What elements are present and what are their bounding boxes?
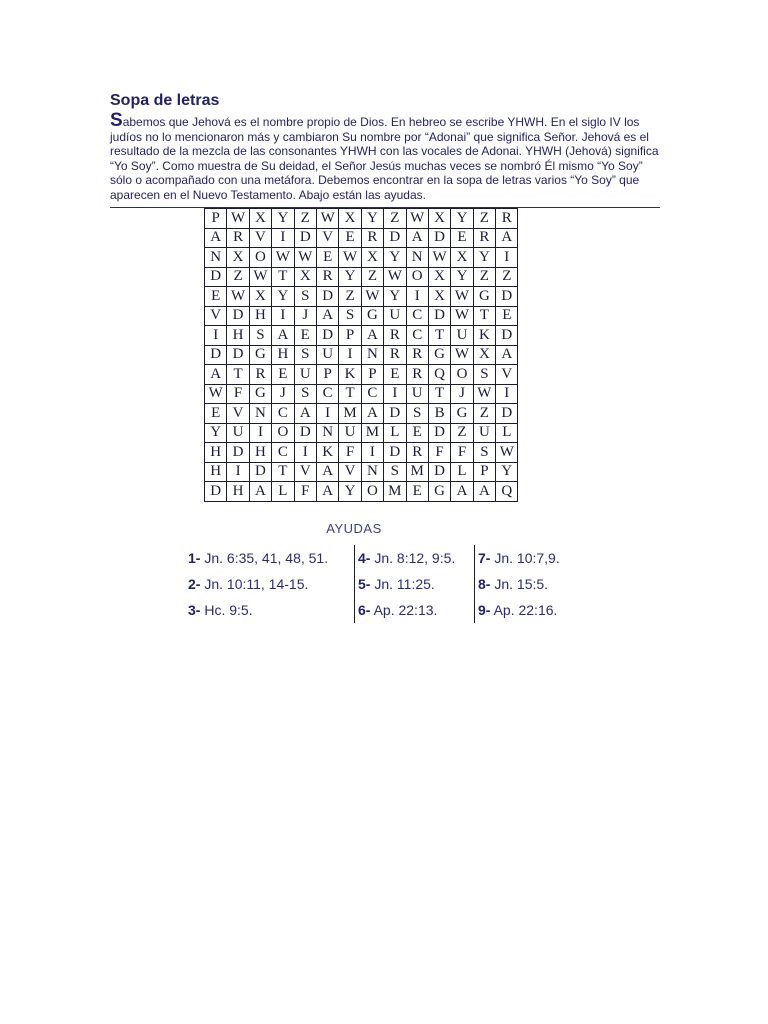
grid-cell: A (473, 482, 495, 502)
grid-cell: D (316, 326, 338, 346)
grid-cell: N (406, 248, 428, 268)
grid-cell: O (272, 423, 294, 443)
clue-number: 9- (478, 602, 491, 618)
clue-row (185, 545, 582, 571)
grid-cell: T (473, 306, 495, 326)
grid-cell: W (406, 209, 428, 229)
grid-cell: R (361, 228, 383, 248)
grid-cell: Y (384, 287, 406, 307)
grid-cell: V (339, 462, 361, 482)
grid-cell: G (428, 482, 450, 502)
grid-cell: J (272, 384, 294, 404)
grid-cell: Z (339, 287, 361, 307)
grid-cell: W (272, 248, 294, 268)
clue-cell (475, 571, 583, 597)
grid-cell: A (249, 482, 271, 502)
grid-cell: U (406, 384, 428, 404)
grid-cell: N (316, 423, 338, 443)
grid-cell: A (205, 228, 227, 248)
grid-cell: T (272, 462, 294, 482)
grid-cell: B (428, 404, 450, 424)
grid-cell: C (406, 326, 428, 346)
grid-cell: T (428, 326, 450, 346)
grid-cell: P (316, 365, 338, 385)
clue-row (185, 597, 582, 623)
grid-cell: S (473, 365, 495, 385)
grid-cell: Y (451, 267, 473, 287)
grid-cell: Y (272, 287, 294, 307)
grid-cell: A (361, 326, 383, 346)
grid-cell: H (249, 306, 271, 326)
grid-cell: I (272, 306, 294, 326)
grid-cell: C (272, 443, 294, 463)
clue-reference: Jn. 10:7,9. (494, 550, 560, 566)
grid-cell: S (294, 384, 316, 404)
grid-cell: X (428, 267, 450, 287)
clue-cell (355, 597, 475, 623)
clue-number: 6- (358, 602, 371, 618)
clue-cell (355, 545, 475, 571)
grid-cell: W (205, 384, 227, 404)
grid-cell: E (406, 423, 428, 443)
grid-cell: Z (294, 209, 316, 229)
grid-cell: D (428, 228, 450, 248)
clue-reference: Jn. 11:25. (374, 576, 435, 592)
grid-cell: R (249, 365, 271, 385)
grid-cell: Y (451, 209, 473, 229)
grid-cell: Z (473, 209, 495, 229)
grid-cell: L (496, 423, 518, 443)
grid-cell: W (316, 209, 338, 229)
clue-cell (185, 571, 355, 597)
grid-cell: D (227, 345, 249, 365)
clue-reference: Jn. 10:11, 14-15. (204, 576, 309, 592)
grid-cell: I (272, 228, 294, 248)
grid-cell: I (384, 384, 406, 404)
grid-cell: D (496, 287, 518, 307)
grid-cell: X (451, 248, 473, 268)
grid-cell: R (384, 326, 406, 346)
intro-text: abemos que Jehová es el nombre propio de Dios. En hebreo se escribe YHWH. En el siglo IV los judíos no lo mencionaron más y cambiaron Su nombre por “Adonai” que significa Señor. Jehová es el resultado de la mezcla de las consonantes YHWH con las vocales de Adonai. YHWH (Jehová) significa “Yo Soy”. Como muestra de Su deidad, el Señor Jesús muchas veces se nombró Él mismo “Yo Soy” sólo o acompañado con una metáfora. Debemos encontrar en la sopa de letras varios “Yo Soy” que aparecen en el Nuevo Testamento. Abajo están las ayudas. (110, 115, 659, 202)
grid-cell: S (294, 345, 316, 365)
grid-cell: W (496, 443, 518, 463)
clue-cell (475, 545, 583, 571)
grid-cell: G (249, 384, 271, 404)
grid-cell: Z (473, 267, 495, 287)
grid-cell: U (316, 345, 338, 365)
grid-cell: X (294, 267, 316, 287)
grid-cell: W (428, 248, 450, 268)
grid-cell: P (205, 209, 227, 229)
grid-row (205, 462, 518, 482)
grid-cell: V (316, 228, 338, 248)
grid-cell: E (451, 228, 473, 248)
grid-cell: W (294, 248, 316, 268)
grid-cell: W (451, 287, 473, 307)
grid-cell: Z (473, 404, 495, 424)
grid-cell: E (339, 228, 361, 248)
grid-cell: R (227, 228, 249, 248)
grid-cell: D (227, 306, 249, 326)
grid-cell: A (496, 345, 518, 365)
grid-cell: Y (361, 209, 383, 229)
grid-cell: F (428, 443, 450, 463)
grid-cell: A (496, 228, 518, 248)
grid-cell: G (428, 345, 450, 365)
grid-cell: D (316, 287, 338, 307)
grid-cell: E (406, 482, 428, 502)
grid-cell: D (227, 443, 249, 463)
grid-row (205, 248, 518, 268)
clue-cell (185, 545, 355, 571)
grid-row (205, 267, 518, 287)
grid-cell: E (205, 404, 227, 424)
grid-cell: Q (496, 482, 518, 502)
grid-cell: U (339, 423, 361, 443)
grid-cell: U (227, 423, 249, 443)
grid-cell: A (361, 404, 383, 424)
grid-cell: D (428, 306, 450, 326)
grid-cell: W (473, 384, 495, 404)
grid-cell: K (473, 326, 495, 346)
grid-cell: D (249, 462, 271, 482)
grid-cell: F (339, 443, 361, 463)
grid-row (205, 404, 518, 424)
grid-row (205, 423, 518, 443)
grid-cell: I (249, 423, 271, 443)
grid-cell: R (496, 209, 518, 229)
grid-cell: E (316, 248, 338, 268)
grid-cell: H (227, 482, 249, 502)
grid-cell: I (339, 345, 361, 365)
grid-row (205, 209, 518, 229)
grid-cell: E (496, 306, 518, 326)
grid-cell: G (249, 345, 271, 365)
grid-cell: U (473, 423, 495, 443)
grid-cell: C (272, 404, 294, 424)
grid-cell: V (227, 404, 249, 424)
grid-cell: T (428, 384, 450, 404)
grid-cell: I (496, 248, 518, 268)
grid-cell: A (316, 462, 338, 482)
grid-cell: I (205, 326, 227, 346)
grid-cell: I (361, 443, 383, 463)
clue-number: 8- (478, 576, 491, 592)
grid-cell: A (316, 306, 338, 326)
grid-cell: W (227, 287, 249, 307)
grid-cell: M (361, 423, 383, 443)
grid-cell: Y (496, 462, 518, 482)
grid-cell: K (316, 443, 338, 463)
grid-cell: S (339, 306, 361, 326)
grid-cell: E (384, 365, 406, 385)
ayudas-heading: AYUDAS (326, 521, 382, 536)
grid-cell: X (249, 287, 271, 307)
clue-number: 2- (188, 576, 201, 592)
grid-cell: R (406, 345, 428, 365)
grid-cell: X (428, 287, 450, 307)
clues-table (185, 545, 582, 623)
grid-cell: N (361, 345, 383, 365)
grid-cell: Y (272, 209, 294, 229)
grid-cell: Y (205, 423, 227, 443)
grid-row (205, 443, 518, 463)
grid-cell: A (272, 326, 294, 346)
clue-number: 3- (188, 602, 201, 618)
clue-row (185, 571, 582, 597)
grid-cell: H (205, 462, 227, 482)
grid-cell: I (316, 404, 338, 424)
grid-cell: J (294, 306, 316, 326)
grid-cell: I (294, 443, 316, 463)
grid-cell: D (384, 404, 406, 424)
grid-cell: O (361, 482, 383, 502)
grid-cell: X (361, 248, 383, 268)
grid-cell: Z (384, 209, 406, 229)
grid-cell: R (406, 365, 428, 385)
grid-cell: V (205, 306, 227, 326)
grid-cell: G (361, 306, 383, 326)
grid-cell: R (316, 267, 338, 287)
grid-cell: W (451, 345, 473, 365)
grid-cell: H (205, 443, 227, 463)
grid-cell: I (406, 287, 428, 307)
grid-cell: T (272, 267, 294, 287)
grid-cell: L (384, 423, 406, 443)
grid-row (205, 228, 518, 248)
grid-cell: Y (339, 482, 361, 502)
grid-cell: R (384, 345, 406, 365)
grid-cell: P (361, 365, 383, 385)
grid-cell: Y (339, 267, 361, 287)
grid-cell: X (249, 209, 271, 229)
grid-cell: O (249, 248, 271, 268)
grid-cell: R (473, 228, 495, 248)
clue-reference: Jn. 15:5. (494, 576, 549, 592)
grid-cell: H (249, 443, 271, 463)
grid-cell: M (384, 482, 406, 502)
grid-cell: T (339, 384, 361, 404)
grid-cell: D (294, 228, 316, 248)
grid-cell: W (451, 306, 473, 326)
clue-cell (185, 597, 355, 623)
grid-cell: U (451, 326, 473, 346)
grid-cell: D (496, 326, 518, 346)
grid-cell: C (406, 306, 428, 326)
grid-cell: K (339, 365, 361, 385)
grid-cell: X (428, 209, 450, 229)
clue-reference: Hc. 9:5. (204, 602, 253, 618)
grid-cell: A (406, 228, 428, 248)
grid-cell: S (406, 404, 428, 424)
grid-cell: D (428, 423, 450, 443)
grid-cell: D (428, 462, 450, 482)
grid-cell: Z (496, 267, 518, 287)
grid-row (205, 384, 518, 404)
grid-cell: I (496, 384, 518, 404)
grid-cell: A (316, 482, 338, 502)
grid-cell: Y (384, 248, 406, 268)
grid-cell: O (406, 267, 428, 287)
clue-reference: Jn. 8:12, 9:5. (374, 550, 456, 566)
grid-cell: S (473, 443, 495, 463)
clue-number: 5- (358, 576, 371, 592)
grid-cell: X (473, 345, 495, 365)
grid-row (205, 306, 518, 326)
grid-row (205, 287, 518, 307)
grid-cell: T (227, 365, 249, 385)
intro-dropcap: S (110, 110, 123, 131)
grid-cell: W (227, 209, 249, 229)
grid-cell: A (451, 482, 473, 502)
grid-cell: D (205, 267, 227, 287)
grid-cell: E (294, 326, 316, 346)
grid-cell: X (227, 248, 249, 268)
grid-cell: X (339, 209, 361, 229)
grid-cell: D (384, 228, 406, 248)
clue-number: 7- (478, 550, 491, 566)
grid-row (205, 365, 518, 385)
grid-cell: N (205, 248, 227, 268)
grid-cell: Z (451, 423, 473, 443)
grid-cell: I (227, 462, 249, 482)
word-search-grid (204, 208, 518, 502)
grid-cell: P (473, 462, 495, 482)
grid-cell: M (339, 404, 361, 424)
grid-cell: L (272, 482, 294, 502)
grid-cell: O (451, 365, 473, 385)
grid-cell: M (406, 462, 428, 482)
clue-number: 1- (188, 550, 201, 566)
grid-cell: D (384, 443, 406, 463)
grid-cell: A (205, 365, 227, 385)
grid-cell: C (361, 384, 383, 404)
grid-row (205, 482, 518, 502)
clue-number: 4- (358, 550, 371, 566)
grid-cell: Z (227, 267, 249, 287)
grid-cell: L (451, 462, 473, 482)
clue-reference: Ap. 22:13. (373, 602, 438, 618)
grid-cell: R (406, 443, 428, 463)
grid-cell: F (451, 443, 473, 463)
clue-reference: Jn. 6:35, 41, 48, 51. (204, 550, 329, 566)
clue-cell (475, 597, 583, 623)
grid-row (205, 326, 518, 346)
grid-cell: J (451, 384, 473, 404)
grid-row (205, 345, 518, 365)
grid-cell: W (339, 248, 361, 268)
grid-cell: F (294, 482, 316, 502)
grid-cell: D (205, 482, 227, 502)
grid-cell: V (249, 228, 271, 248)
grid-cell: A (294, 404, 316, 424)
grid-cell: W (249, 267, 271, 287)
grid-cell: E (272, 365, 294, 385)
grid-cell: W (361, 287, 383, 307)
grid-cell: D (294, 423, 316, 443)
grid-cell: G (473, 287, 495, 307)
grid-cell: P (339, 326, 361, 346)
grid-cell: D (496, 404, 518, 424)
grid-cell: S (294, 287, 316, 307)
grid-cell: H (272, 345, 294, 365)
grid-cell: S (249, 326, 271, 346)
intro-paragraph (110, 110, 660, 202)
grid-cell: N (249, 404, 271, 424)
grid-cell: Q (428, 365, 450, 385)
grid-cell: E (205, 287, 227, 307)
clue-reference: Ap. 22:16. (493, 602, 558, 618)
grid-cell: G (451, 404, 473, 424)
grid-cell: V (294, 462, 316, 482)
grid-cell: S (384, 462, 406, 482)
grid-cell: W (384, 267, 406, 287)
grid-cell: N (361, 462, 383, 482)
grid-cell: C (316, 384, 338, 404)
page-title: Sopa de letras (110, 92, 220, 109)
grid-cell: V (496, 365, 518, 385)
grid-cell: D (205, 345, 227, 365)
grid-cell: U (384, 306, 406, 326)
grid-cell: U (294, 365, 316, 385)
grid-cell: Y (473, 248, 495, 268)
clue-cell (355, 571, 475, 597)
grid-cell: F (227, 384, 249, 404)
grid-cell: H (227, 326, 249, 346)
grid-cell: Z (361, 267, 383, 287)
